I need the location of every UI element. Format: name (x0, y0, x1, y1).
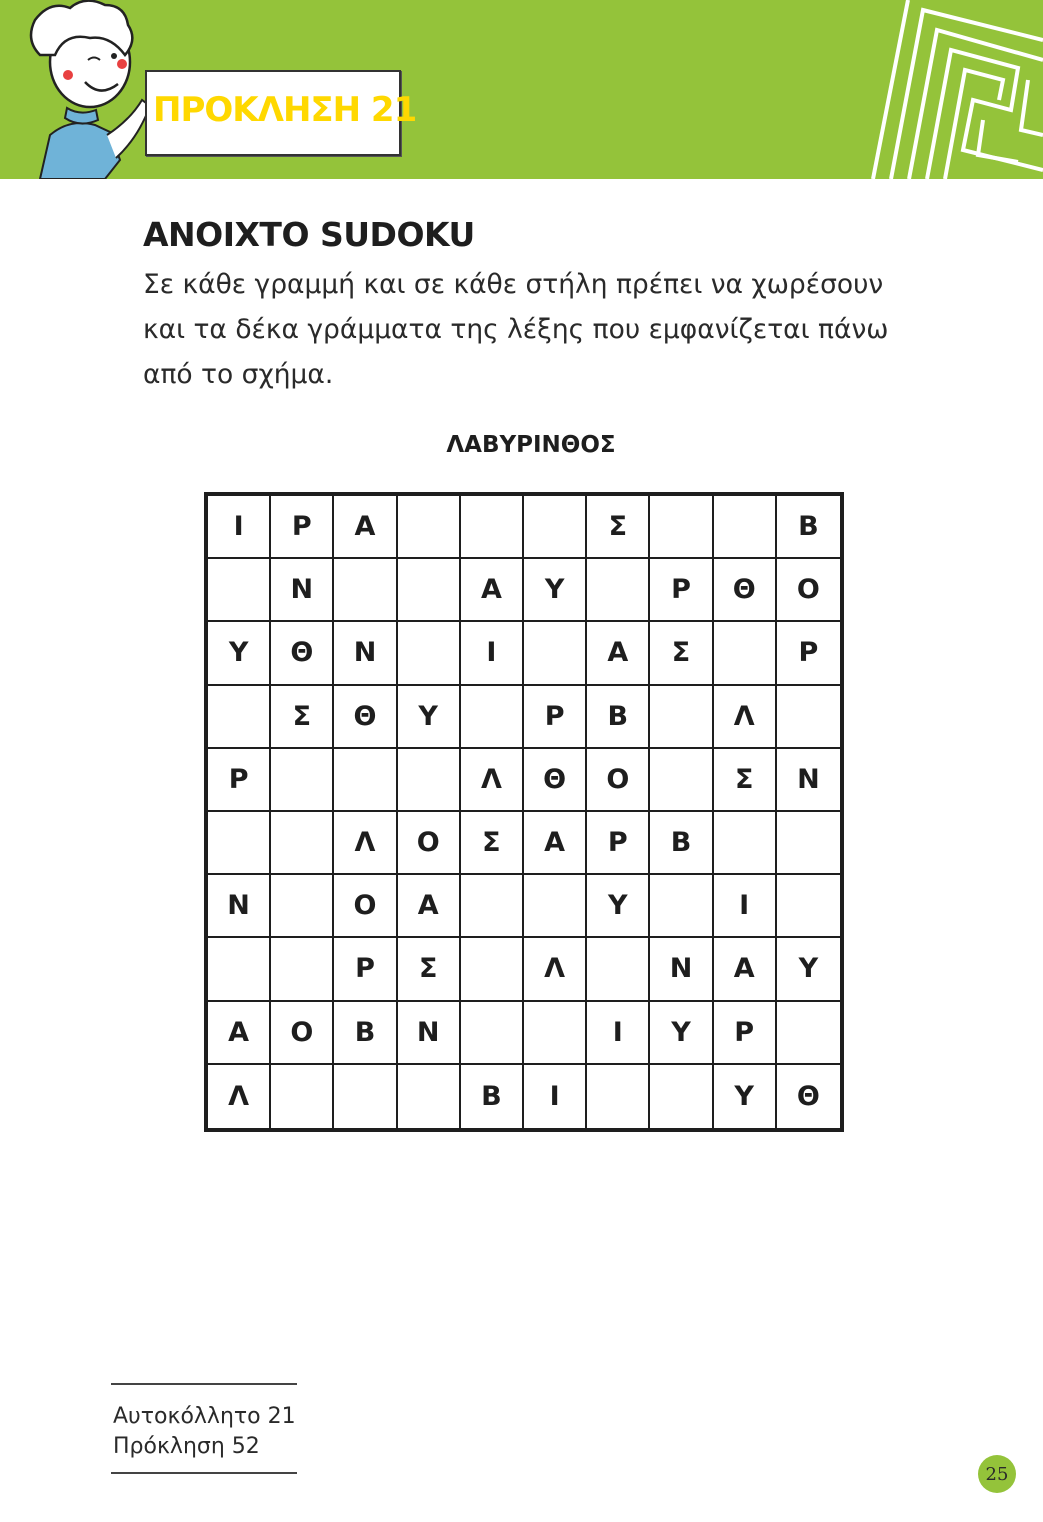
grid-cell: Β (777, 496, 840, 559)
grid-cell: Ν (208, 875, 271, 938)
grid-cell[interactable] (398, 1065, 461, 1128)
grid-cell: Α (461, 559, 524, 622)
grid-cell: Ι (461, 622, 524, 685)
grid-cell: Λ (714, 686, 777, 749)
grid-cell: Ρ (334, 938, 397, 1001)
grid-cell: Α (714, 938, 777, 1001)
grid-cell: Θ (524, 749, 587, 812)
grid-cell[interactable] (334, 1065, 397, 1128)
grid-cell[interactable] (777, 812, 840, 875)
grid-cell[interactable] (461, 496, 524, 559)
grid-cell[interactable] (650, 749, 713, 812)
grid-cell[interactable] (524, 622, 587, 685)
grid-cell[interactable] (524, 875, 587, 938)
grid-cell: Σ (461, 812, 524, 875)
header-banner (0, 0, 1043, 179)
grid-cell: Σ (587, 496, 650, 559)
footer-divider-top (111, 1383, 297, 1385)
grid-cell: Λ (461, 749, 524, 812)
grid-cell: Ι (524, 1065, 587, 1128)
grid-cell: Α (524, 812, 587, 875)
grid-cell: Θ (271, 622, 334, 685)
grid-cell[interactable] (334, 559, 397, 622)
page-number: 25 (978, 1455, 1016, 1493)
grid-cell: Ο (334, 875, 397, 938)
grid-cell[interactable] (777, 875, 840, 938)
grid-cell: Λ (524, 938, 587, 1001)
grid-cell: Θ (796, 1080, 820, 1112)
grid-cell[interactable] (777, 1002, 840, 1065)
grid-cell: Α (208, 1002, 271, 1065)
grid-cell: Ρ (714, 1002, 777, 1065)
grid-cell[interactable] (714, 496, 777, 559)
target-word: ΛΑΒΥΡΙΝΘΟΣ (446, 432, 616, 458)
sudoku-grid (204, 492, 844, 1132)
grid-cell[interactable] (208, 938, 271, 1001)
grid-cell[interactable] (587, 938, 650, 1001)
challenge-title: ΠΡΟΚΛΗΣΗ 21 (153, 90, 417, 130)
grid-cell: Ρ (524, 686, 587, 749)
grid-cell[interactable] (398, 622, 461, 685)
cartoon-kid-illustration (10, 0, 150, 179)
grid-cell[interactable] (398, 749, 461, 812)
grid-cell: Υ (650, 1002, 713, 1065)
grid-cell: Β (461, 1065, 524, 1128)
grid-cell: Ρ (587, 812, 650, 875)
grid-cell[interactable] (208, 686, 271, 749)
grid-cell[interactable] (271, 938, 334, 1001)
grid-cell[interactable] (398, 559, 461, 622)
footer-divider-bottom (111, 1472, 297, 1474)
sticker-reference: Αυτοκόλλητο 21 (113, 1404, 296, 1429)
grid-cell: Α (334, 496, 397, 559)
grid-cell[interactable] (398, 496, 461, 559)
grid-cell: Θ (334, 686, 397, 749)
grid-cell: Σ (714, 749, 777, 812)
grid-cell: Β (334, 1002, 397, 1065)
grid-cell[interactable] (650, 686, 713, 749)
grid-cell: Α (587, 622, 650, 685)
grid-cell[interactable] (524, 496, 587, 559)
grid-cell: Ι (587, 1002, 650, 1065)
grid-cell[interactable] (714, 622, 777, 685)
grid-cell[interactable] (650, 496, 713, 559)
instruction-line: και τα δέκα γράμματα της λέξης που εμφανίζεται πάνω (143, 314, 889, 345)
grid-cell: Ο (587, 749, 650, 812)
grid-cell[interactable] (461, 875, 524, 938)
grid-cell[interactable] (208, 559, 271, 622)
grid-cell: Α (398, 875, 461, 938)
instruction-line: Σε κάθε γραμμή και σε κάθε στήλη πρέπει να χωρέσουν (143, 269, 884, 300)
grid-cell[interactable] (334, 749, 397, 812)
grid-cell[interactable] (461, 686, 524, 749)
grid-cell: Θ (714, 559, 777, 622)
grid-cell: Β (650, 812, 713, 875)
grid-cell: Υ (587, 875, 650, 938)
grid-cell: Ρ (650, 559, 713, 622)
instructions-paragraph (143, 262, 903, 397)
grid-cell[interactable] (650, 1065, 713, 1128)
grid-cell[interactable] (271, 812, 334, 875)
grid-cell: Ν (777, 749, 840, 812)
grid-cell[interactable] (271, 875, 334, 938)
grid-cell[interactable] (587, 1065, 650, 1128)
grid-cell[interactable] (650, 875, 713, 938)
grid-cell: Ν (398, 1002, 461, 1065)
instruction-line: από το σχήμα. (143, 359, 334, 390)
grid-cell: Β (587, 686, 650, 749)
grid-cell[interactable] (524, 1002, 587, 1065)
grid-cell: Ρ (777, 622, 840, 685)
grid-cell[interactable] (271, 749, 334, 812)
grid-cell[interactable] (777, 686, 840, 749)
grid-cell: Ι (714, 875, 777, 938)
grid-cell: Σ (271, 686, 334, 749)
challenge-reference: Πρόκληση 52 (113, 1434, 260, 1459)
grid-cell[interactable] (271, 1065, 334, 1128)
grid-cell: Λ (208, 1065, 271, 1128)
grid-cell: Υ (777, 938, 840, 1001)
grid-cell: Ν (271, 559, 334, 622)
grid-cell: Σ (398, 938, 461, 1001)
grid-cell[interactable] (714, 812, 777, 875)
puzzle-heading: ΑΝΟΙΧΤΟ SUDOKU (143, 215, 475, 254)
grid-cell: Ο (398, 812, 461, 875)
grid-cell: Υ (398, 686, 461, 749)
grid-cell: Ι (208, 496, 271, 559)
grid-cell: Ο (271, 1002, 334, 1065)
grid-cell: Ρ (208, 749, 271, 812)
grid-cell: Ν (334, 622, 397, 685)
challenge-title-box (145, 70, 417, 156)
grid-cell[interactable] (587, 559, 650, 622)
grid-cell: Υ (208, 622, 271, 685)
grid-cell[interactable] (461, 938, 524, 1001)
grid-cell: Υ (714, 1065, 777, 1128)
grid-cell: Ρ (271, 496, 334, 559)
grid-cell: Ο (777, 559, 840, 622)
grid-cell[interactable] (461, 1002, 524, 1065)
grid-cell[interactable] (208, 812, 271, 875)
grid-cell: Ν (650, 938, 713, 1001)
grid-cell: Υ (524, 559, 587, 622)
maze-decoration (853, 0, 1043, 179)
grid-cell: Σ (650, 622, 713, 685)
grid-cell: Λ (334, 812, 397, 875)
